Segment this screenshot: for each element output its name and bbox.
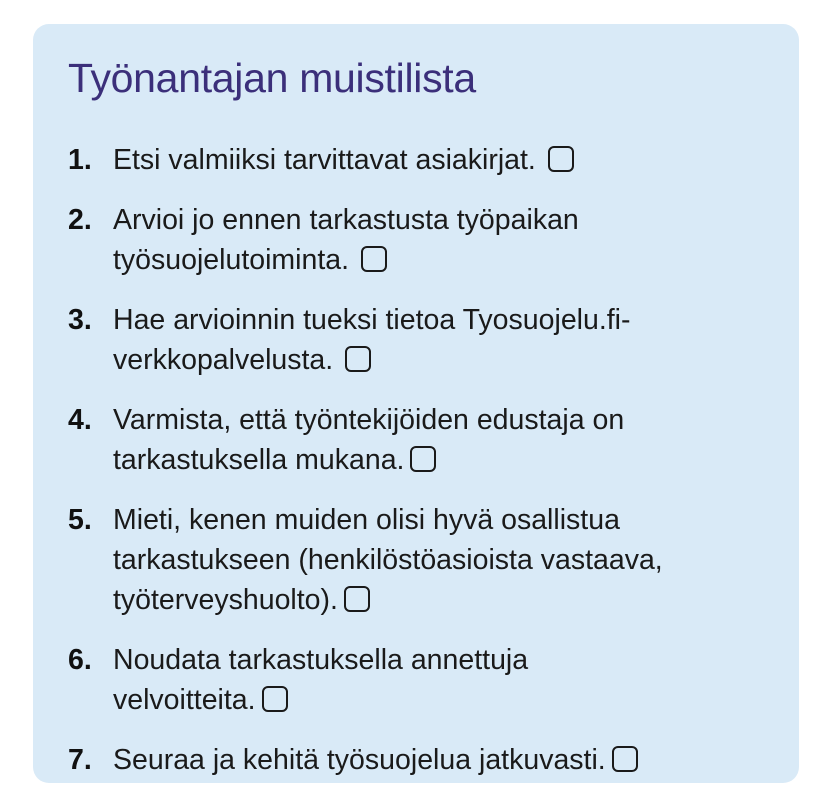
- checklist-item: [68, 500, 768, 620]
- item-text-wrap: [113, 400, 768, 480]
- item-number: 7.: [68, 744, 92, 776]
- checkbox[interactable]: [262, 686, 288, 712]
- item-number: 6.: [68, 644, 92, 676]
- item-text-wrap: [113, 140, 768, 180]
- item-text-wrap: [113, 640, 768, 720]
- item-text-wrap: [113, 500, 768, 620]
- item-text: Arvioi jo ennen tarkastusta työpaikan työsuojelutoiminta.: [113, 204, 579, 276]
- item-text: Noudata tarkastuksella annettuja velvoitteita.: [113, 644, 529, 716]
- checkbox[interactable]: [344, 586, 370, 612]
- checkbox[interactable]: [612, 746, 638, 772]
- checkbox[interactable]: [410, 446, 436, 472]
- checklist: [68, 140, 768, 800]
- checklist-item: [68, 740, 768, 780]
- checkbox[interactable]: [548, 146, 574, 172]
- item-text: Seuraa ja kehitä työsuojelua jatkuvasti.: [113, 744, 606, 776]
- checklist-card: [33, 24, 799, 783]
- checklist-item: [68, 300, 768, 380]
- checklist-item: [68, 140, 768, 180]
- item-text: Etsi valmiiksi tarvittavat asiakirjat.: [113, 144, 536, 176]
- checklist-item: [68, 200, 768, 280]
- checklist-item: [68, 640, 768, 720]
- checklist-item: [68, 400, 768, 480]
- checklist-title: Työnantajan muistilista: [68, 55, 476, 101]
- item-text-wrap: [113, 740, 768, 780]
- item-number: 5.: [68, 504, 92, 536]
- item-text-wrap: [113, 300, 768, 380]
- item-text-wrap: [113, 200, 768, 280]
- checkbox[interactable]: [345, 346, 371, 372]
- checkbox[interactable]: [361, 246, 387, 272]
- item-text: Mieti, kenen muiden olisi hyvä osallistua tarkastukseen (henkilöstöasioista vastaava, työterveyshuolto).: [113, 504, 663, 616]
- item-number: 1.: [68, 144, 92, 176]
- item-number: 2.: [68, 204, 92, 236]
- item-text: Hae arvioinnin tueksi tietoa Tyosuojelu.fi- verkkopalvelusta.: [113, 304, 631, 376]
- item-number: 4.: [68, 404, 92, 436]
- item-text: Varmista, että työntekijöiden edustaja on tarkastuksella mukana.: [113, 404, 625, 476]
- item-number: 3.: [68, 304, 92, 336]
